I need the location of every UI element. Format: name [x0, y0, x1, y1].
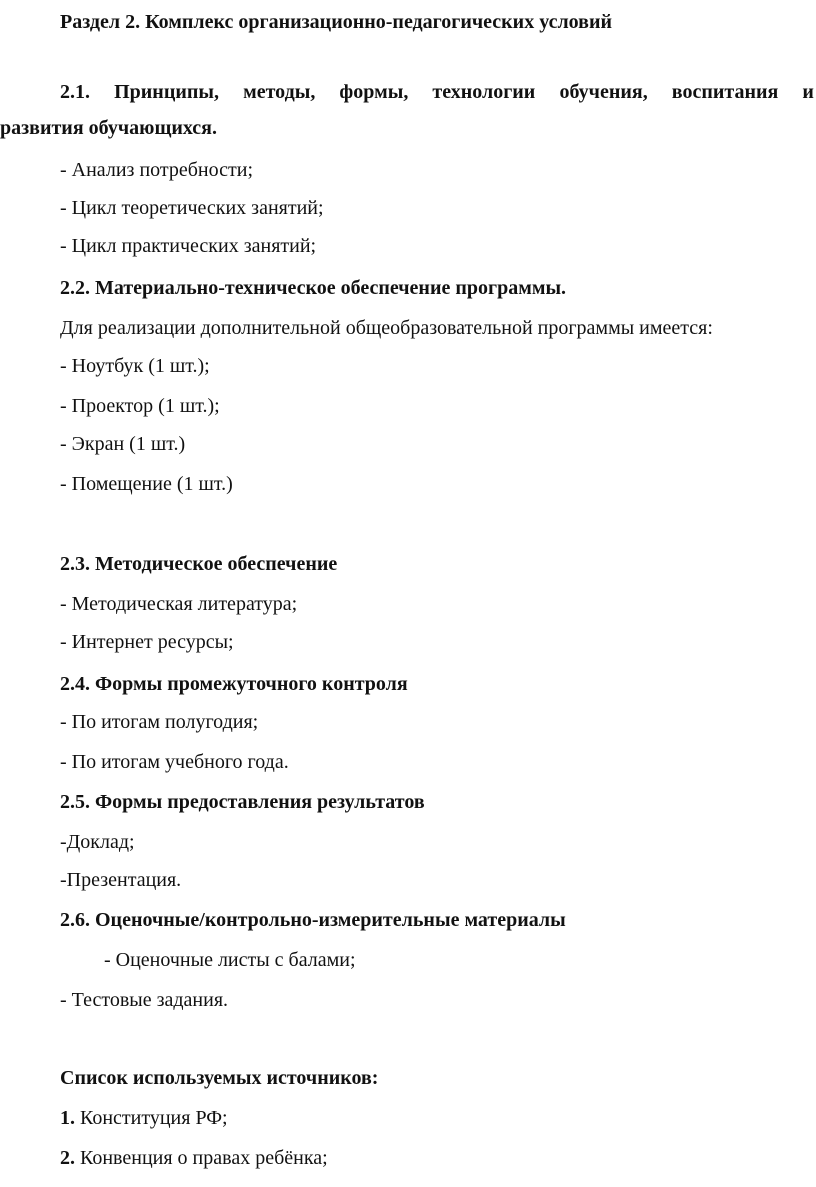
heading-2-1 [60, 80, 814, 104]
heading-2-2: 2.2. Материально-техническое обеспечение программы. [60, 277, 567, 299]
list-item: - Интернет ресурсы; [60, 631, 234, 653]
source-text: Конвенция о правах ребёнка; [75, 1147, 328, 1169]
list-item: - Оценочные листы с балами; [104, 949, 356, 971]
list-item: - Цикл практических занятий; [60, 235, 317, 257]
list-item: -Доклад; [60, 831, 135, 853]
heading-2-3: 2.3. Методическое обеспечение [60, 553, 338, 575]
heading-word: и [802, 81, 814, 103]
source-number: 1. [60, 1107, 75, 1129]
list-item: - Цикл теоретических занятий; [60, 197, 324, 219]
list-item: - Экран (1 шт.) [60, 433, 186, 455]
list-item: - Анализ потребности; [60, 159, 253, 181]
source-item [60, 1146, 328, 1170]
heading-word: 2.1. [60, 81, 90, 103]
list-item: - Методическая литература; [60, 593, 298, 615]
heading-2-6: 2.6. Оценочные/контрольно-измерительные материалы [60, 909, 566, 931]
section-title: Раздел 2. Комплекс организационно-педагогических условий [60, 11, 613, 33]
source-number: 2. [60, 1147, 75, 1169]
heading-word: методы, [243, 81, 316, 103]
heading-word: воспитания [671, 81, 779, 103]
list-item: - Тестовые задания. [60, 989, 229, 1011]
heading-2-5: 2.5. Формы предоставления результатов [60, 791, 425, 813]
list-item: -Презентация. [60, 869, 182, 891]
list-item: - По итогам учебного года. [60, 751, 289, 773]
heading-2-4: 2.4. Формы промежуточного контроля [60, 673, 408, 695]
list-item: - Проектор (1 шт.); [60, 395, 220, 417]
heading-2-1-continuation: развития обучающихся. [0, 117, 217, 139]
source-item [60, 1106, 228, 1130]
list-item: - Ноутбук (1 шт.); [60, 355, 210, 377]
list-item: - Помещение (1 шт.) [60, 473, 233, 495]
paragraph-intro: Для реализации дополнительной общеобразовательной программы имеется: [60, 317, 713, 339]
sources-heading: Список используемых источников: [60, 1067, 379, 1089]
heading-word: обучения, [559, 81, 648, 103]
heading-word: технологии [432, 81, 536, 103]
heading-word: Принципы, [114, 81, 220, 103]
source-text: Конституция РФ; [75, 1107, 228, 1129]
heading-word: формы, [339, 81, 409, 103]
list-item: - По итогам полугодия; [60, 711, 259, 733]
